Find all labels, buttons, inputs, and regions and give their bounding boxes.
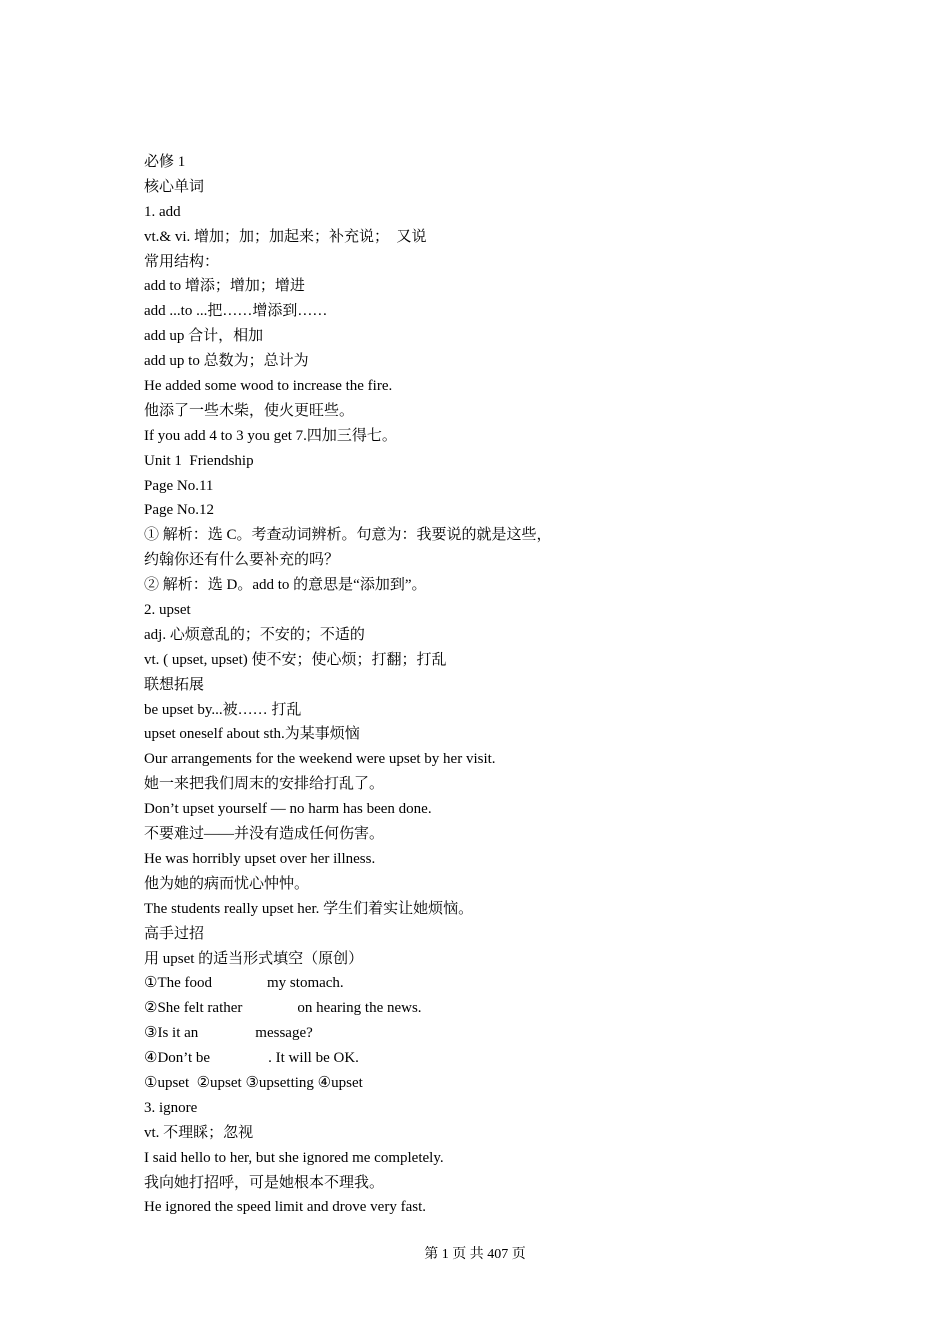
example-translation: 不要难过——并没有造成任何伤害。 (144, 826, 385, 843)
definition: vt.& vi. 增加；加；加起来；补充说； 又说 (144, 228, 427, 245)
exercise-text: on hearing the news. (297, 1000, 422, 1017)
definition: adj. 心烦意乱的；不安的；不适的 (144, 626, 365, 643)
exercise-item (144, 971, 804, 996)
example-translation: 他添了一些木柴，使火更旺些。 (144, 402, 355, 419)
example-sentence: I said hello to her, but she ignored me completely. (144, 1149, 444, 1166)
text-line: add up 合计，相加 (144, 328, 264, 345)
exercise-text: message? (255, 1025, 313, 1042)
example-translation: 我向她打招呼，可是她根本不理我。 (144, 1174, 385, 1191)
example-sentence: Our arrangements for the weekend were upset by her visit. (144, 751, 496, 768)
example-sentence: The students really upset her. 学生们着实让她烦恼。 (144, 900, 474, 917)
answer-explanation: ② 解析：选 D。add to 的意思是“添加到”。 (144, 577, 427, 594)
example-sentence: If you add 4 to 3 you get 7.四加三得七。 (144, 427, 397, 444)
exercise-item (144, 996, 804, 1021)
example-translation: 他为她的病而忧心忡忡。 (144, 875, 310, 892)
definition: vt. ( upset, upset) 使不安；使心烦；打翻；打乱 (144, 651, 447, 668)
exercise-item (144, 1021, 804, 1046)
exercise-text: ③Is it an (144, 1025, 199, 1042)
exercise-text: . It will be OK. (268, 1050, 359, 1067)
text-line: add up to 总数为；总计为 (144, 353, 309, 370)
exercise-item (144, 1046, 804, 1071)
example-translation: 她一来把我们周末的安排给打乱了。 (144, 776, 385, 793)
definition: vt. 不理睬；忽视 (144, 1124, 254, 1141)
text-line: be upset by...被…… 打乱 (144, 701, 302, 718)
text-line: add to 增添；增加；增进 (144, 278, 305, 295)
exercise-answers: ①upset ②upset ③upsetting ④upset (144, 1074, 363, 1091)
text-line: upset oneself about sth.为某事烦恼 (144, 726, 360, 743)
example-sentence: Don’t upset yourself — no harm has been done. (144, 801, 432, 818)
unit-title: Unit 1 Friendship (144, 452, 254, 469)
exercise-instruction: 用 upset 的适当形式填空（原创） (144, 950, 364, 967)
text-line: add ...to ...把……增添到…… (144, 303, 328, 320)
answer-explanation: ① 解析：选 C。考查动词辨析。句意为：我要说的就是这些， (144, 527, 552, 544)
exercise-text: ②She felt rather (144, 1000, 243, 1017)
section-heading: 核心单词 (144, 178, 205, 195)
text-line: 必修 1 (144, 154, 186, 170)
page-number-footer: 第 1 页 共 407 页 (424, 1247, 526, 1262)
section-heading: 联想拓展 (144, 676, 205, 693)
text-line: 常用结构： (144, 253, 220, 270)
example-sentence: He was horribly upset over her illness. (144, 850, 376, 867)
answer-explanation: 约翰你还有什么要补充的吗？ (144, 552, 340, 569)
page-reference: Page No.12 (144, 502, 214, 519)
word-heading: 3. ignore (144, 1099, 198, 1116)
section-heading: 高手过招 (144, 925, 205, 942)
example-sentence: He added some wood to increase the fire. (144, 378, 393, 395)
exercise-text: ①The food (144, 975, 213, 992)
page-reference: Page No.11 (144, 477, 214, 494)
document-body (144, 150, 804, 1220)
word-heading: 1. add (144, 203, 181, 220)
exercise-text: ④Don’t be (144, 1050, 211, 1067)
word-heading: 2. upset (144, 602, 191, 619)
example-sentence: He ignored the speed limit and drove very fast. (144, 1199, 426, 1216)
exercise-text: my stomach. (267, 975, 344, 992)
